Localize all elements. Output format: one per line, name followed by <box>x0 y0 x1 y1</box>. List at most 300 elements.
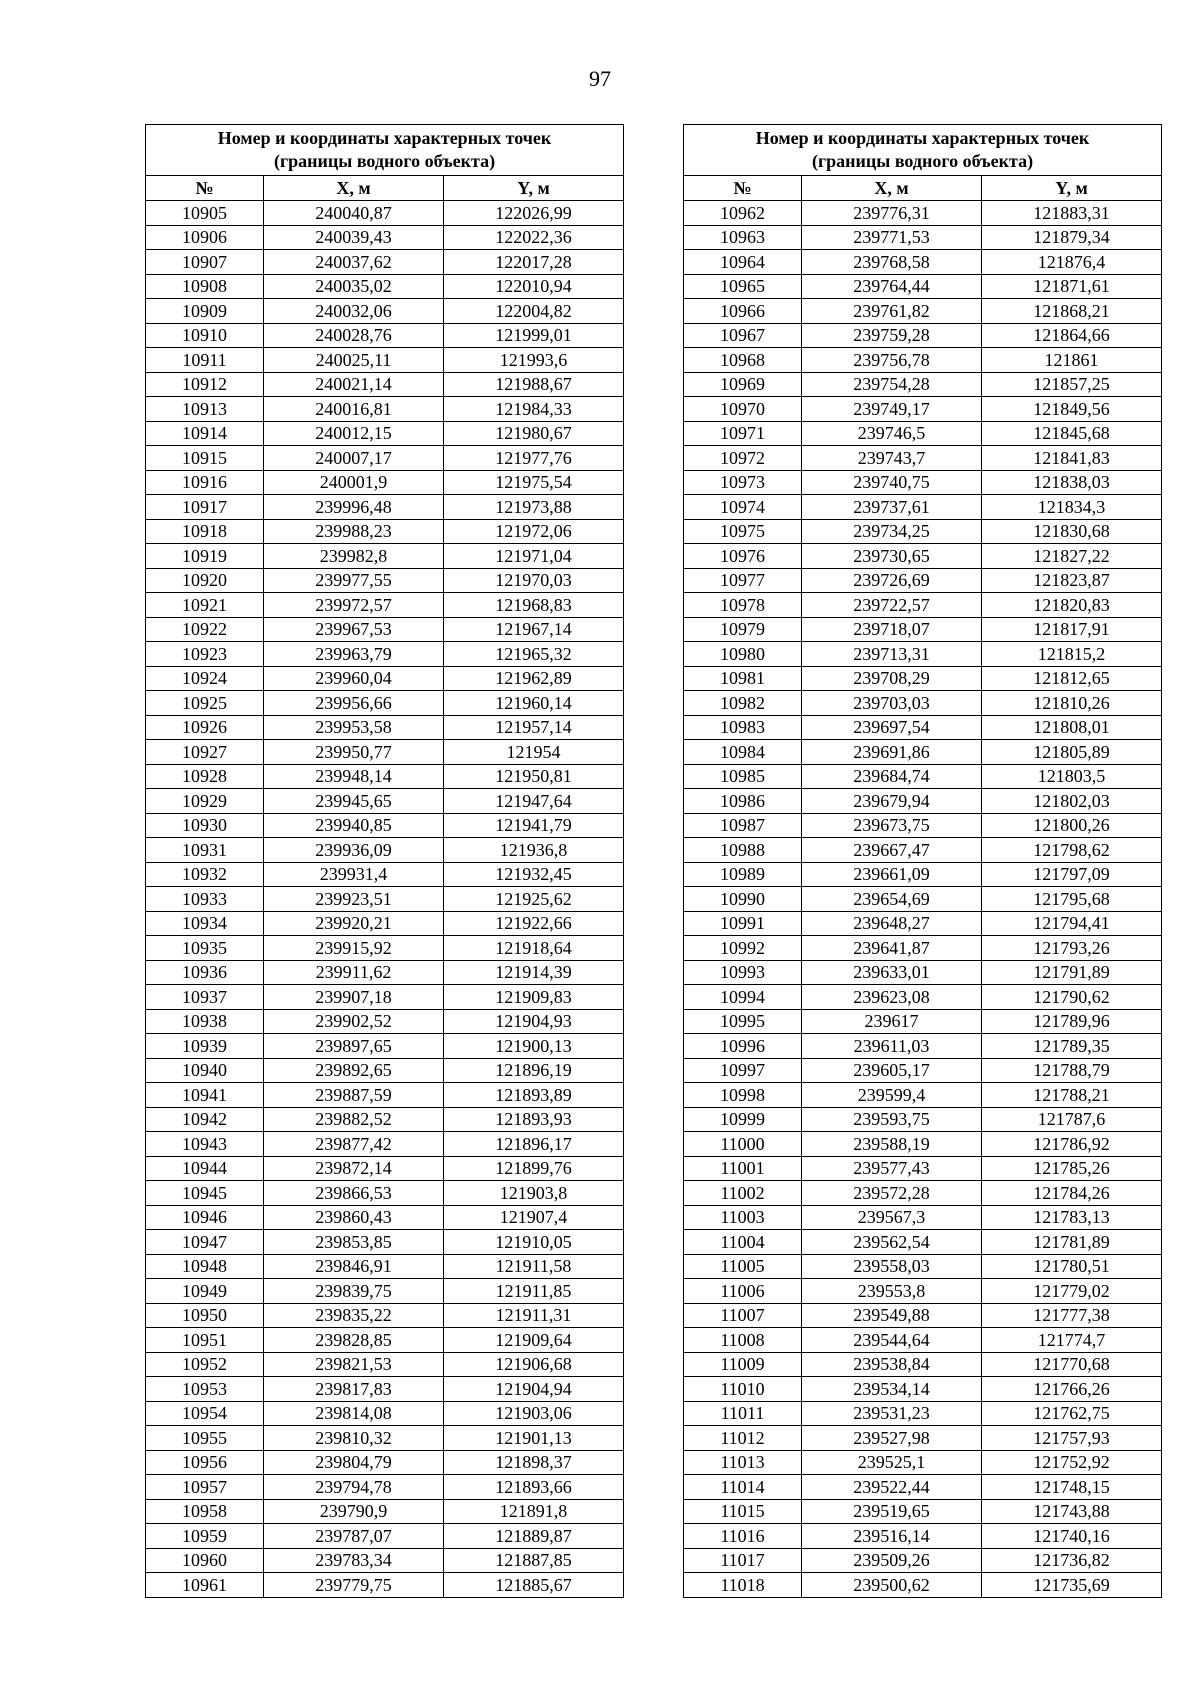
y-coordinate-cell: 121780,51 <box>982 1254 1162 1279</box>
point-number-cell: 10914 <box>146 421 264 446</box>
y-coordinate-cell: 121797,09 <box>982 862 1162 887</box>
point-number-cell: 10922 <box>146 617 264 642</box>
y-coordinate-cell: 121748,15 <box>982 1475 1162 1500</box>
point-number-cell: 10906 <box>146 225 264 250</box>
y-coordinate-cell: 121909,64 <box>444 1328 624 1353</box>
x-coordinate-cell: 239915,92 <box>264 936 444 961</box>
point-number-cell: 10959 <box>146 1524 264 1549</box>
table-row <box>684 495 1162 520</box>
table-row <box>146 1107 624 1132</box>
table-row <box>146 1279 624 1304</box>
x-coordinate-cell: 239743,7 <box>802 446 982 471</box>
table-row <box>146 960 624 985</box>
table-row <box>684 1279 1162 1304</box>
point-number-cell: 10918 <box>146 519 264 544</box>
y-coordinate-cell: 121752,92 <box>982 1450 1162 1475</box>
table-title-line2: (границы водного объекта) <box>273 151 496 171</box>
x-coordinate-cell: 239768,58 <box>802 250 982 275</box>
point-number-cell: 10980 <box>684 642 802 667</box>
y-coordinate-cell: 121815,2 <box>982 642 1162 667</box>
y-coordinate-cell: 121786,92 <box>982 1132 1162 1157</box>
x-coordinate-cell: 239892,65 <box>264 1058 444 1083</box>
table-row <box>146 1181 624 1206</box>
table-row <box>684 544 1162 569</box>
y-coordinate-cell: 121770,68 <box>982 1352 1162 1377</box>
table-row <box>684 1573 1162 1598</box>
y-coordinate-cell: 121766,26 <box>982 1377 1162 1402</box>
x-coordinate-cell: 239516,14 <box>802 1524 982 1549</box>
y-coordinate-cell: 121823,87 <box>982 568 1162 593</box>
table-row <box>684 299 1162 324</box>
x-coordinate-cell: 239722,57 <box>802 593 982 618</box>
point-number-cell: 11008 <box>684 1328 802 1353</box>
point-number-cell: 10911 <box>146 348 264 373</box>
x-coordinate-cell: 240039,43 <box>264 225 444 250</box>
x-coordinate-cell: 240040,87 <box>264 201 444 226</box>
y-coordinate-cell: 121914,39 <box>444 960 624 985</box>
page-number: 97 <box>589 66 611 91</box>
table-body <box>146 201 624 1598</box>
y-coordinate-cell: 121757,93 <box>982 1426 1162 1451</box>
x-coordinate-cell: 239519,65 <box>802 1499 982 1524</box>
x-coordinate-cell: 239713,31 <box>802 642 982 667</box>
point-number-cell: 10979 <box>684 617 802 642</box>
y-coordinate-cell: 121736,82 <box>982 1548 1162 1573</box>
y-coordinate-cell: 121834,3 <box>982 495 1162 520</box>
x-coordinate-cell: 239756,78 <box>802 348 982 373</box>
y-coordinate-cell: 121817,91 <box>982 617 1162 642</box>
x-coordinate-cell: 239572,28 <box>802 1181 982 1206</box>
point-number-cell: 10933 <box>146 887 264 912</box>
y-coordinate-cell: 121925,62 <box>444 887 624 912</box>
y-coordinate-cell: 121904,93 <box>444 1009 624 1034</box>
point-number-cell: 11010 <box>684 1377 802 1402</box>
y-coordinate-cell: 121984,33 <box>444 397 624 422</box>
point-number-cell: 11009 <box>684 1352 802 1377</box>
x-coordinate-cell: 239623,08 <box>802 985 982 1010</box>
y-coordinate-cell: 121941,79 <box>444 813 624 838</box>
table-row <box>146 568 624 593</box>
x-coordinate-cell: 239817,83 <box>264 1377 444 1402</box>
x-coordinate-cell: 239828,85 <box>264 1328 444 1353</box>
table-row <box>684 813 1162 838</box>
point-number-cell: 10941 <box>146 1083 264 1108</box>
x-coordinate-cell: 239923,51 <box>264 887 444 912</box>
point-number-cell: 10974 <box>684 495 802 520</box>
point-number-cell: 11005 <box>684 1254 802 1279</box>
x-coordinate-cell: 239931,4 <box>264 862 444 887</box>
y-coordinate-cell: 121871,61 <box>982 274 1162 299</box>
point-number-cell: 10965 <box>684 274 802 299</box>
y-coordinate-cell: 121999,01 <box>444 323 624 348</box>
y-coordinate-cell: 122010,94 <box>444 274 624 299</box>
table-row <box>146 1303 624 1328</box>
table-row <box>146 1548 624 1573</box>
table-row <box>684 225 1162 250</box>
y-coordinate-cell: 121993,6 <box>444 348 624 373</box>
y-coordinate-cell: 121798,62 <box>982 838 1162 863</box>
y-coordinate-cell: 121808,01 <box>982 715 1162 740</box>
point-number-cell: 10927 <box>146 740 264 765</box>
y-coordinate-cell: 121777,38 <box>982 1303 1162 1328</box>
table-row <box>684 1058 1162 1083</box>
table-row <box>146 446 624 471</box>
table-title <box>684 125 1162 176</box>
x-coordinate-cell: 239734,25 <box>802 519 982 544</box>
x-coordinate-cell: 239804,79 <box>264 1450 444 1475</box>
y-coordinate-cell: 121960,14 <box>444 691 624 716</box>
table-row <box>684 1352 1162 1377</box>
y-coordinate-cell: 121868,21 <box>982 299 1162 324</box>
x-coordinate-cell: 239648,27 <box>802 911 982 936</box>
table-row <box>684 348 1162 373</box>
y-coordinate-cell: 121893,93 <box>444 1107 624 1132</box>
y-coordinate-cell: 121805,89 <box>982 740 1162 765</box>
table-row <box>684 1107 1162 1132</box>
table-row <box>146 715 624 740</box>
y-coordinate-cell: 121743,88 <box>982 1499 1162 1524</box>
point-number-cell: 10957 <box>146 1475 264 1500</box>
y-coordinate-cell: 121788,21 <box>982 1083 1162 1108</box>
point-number-cell: 11011 <box>684 1401 802 1426</box>
table-row <box>684 1377 1162 1402</box>
table-row <box>146 1524 624 1549</box>
x-coordinate-cell: 239534,14 <box>802 1377 982 1402</box>
x-coordinate-cell: 239740,75 <box>802 470 982 495</box>
x-coordinate-cell: 239500,62 <box>802 1573 982 1598</box>
y-coordinate-cell: 121899,76 <box>444 1156 624 1181</box>
table-row <box>146 470 624 495</box>
point-number-cell: 10954 <box>146 1401 264 1426</box>
x-coordinate-cell: 239562,54 <box>802 1230 982 1255</box>
point-number-cell: 10968 <box>684 348 802 373</box>
column-header-number: № <box>684 176 802 201</box>
table-row <box>146 1156 624 1181</box>
column-header-x: X, м <box>802 176 982 201</box>
x-coordinate-cell: 239945,65 <box>264 789 444 814</box>
y-coordinate-cell: 121885,67 <box>444 1573 624 1598</box>
table-row <box>146 225 624 250</box>
x-coordinate-cell: 239553,8 <box>802 1279 982 1304</box>
table-row <box>684 691 1162 716</box>
point-number-cell: 11004 <box>684 1230 802 1255</box>
y-coordinate-cell: 121973,88 <box>444 495 624 520</box>
point-number-cell: 10942 <box>146 1107 264 1132</box>
point-number-cell: 10978 <box>684 593 802 618</box>
x-coordinate-cell: 239982,8 <box>264 544 444 569</box>
y-coordinate-cell: 121980,67 <box>444 421 624 446</box>
x-coordinate-cell: 239814,08 <box>264 1401 444 1426</box>
y-coordinate-cell: 121864,66 <box>982 323 1162 348</box>
y-coordinate-cell: 121735,69 <box>982 1573 1162 1598</box>
x-coordinate-cell: 239877,42 <box>264 1132 444 1157</box>
x-coordinate-cell: 239679,94 <box>802 789 982 814</box>
x-coordinate-cell: 240021,14 <box>264 372 444 397</box>
x-coordinate-cell: 239509,26 <box>802 1548 982 1573</box>
table-title-line2: (границы водного объекта) <box>811 151 1034 171</box>
point-number-cell: 10992 <box>684 936 802 961</box>
point-number-cell: 11006 <box>684 1279 802 1304</box>
y-coordinate-cell: 121893,66 <box>444 1475 624 1500</box>
y-coordinate-cell: 121876,4 <box>982 250 1162 275</box>
x-coordinate-cell: 239593,75 <box>802 1107 982 1132</box>
table-row <box>146 1475 624 1500</box>
x-coordinate-cell: 239531,23 <box>802 1401 982 1426</box>
point-number-cell: 10929 <box>146 789 264 814</box>
table-row <box>146 936 624 961</box>
x-coordinate-cell: 239588,19 <box>802 1132 982 1157</box>
table-row <box>684 715 1162 740</box>
table-row <box>146 1352 624 1377</box>
y-coordinate-cell: 121889,87 <box>444 1524 624 1549</box>
point-number-cell: 10938 <box>146 1009 264 1034</box>
x-coordinate-cell: 240016,81 <box>264 397 444 422</box>
y-coordinate-cell: 121861 <box>982 348 1162 373</box>
y-coordinate-cell: 121954 <box>444 740 624 765</box>
point-number-cell: 11018 <box>684 1573 802 1598</box>
point-number-cell: 10932 <box>146 862 264 887</box>
y-coordinate-cell: 122026,99 <box>444 201 624 226</box>
x-coordinate-cell: 239673,75 <box>802 813 982 838</box>
point-number-cell: 10905 <box>146 201 264 226</box>
point-number-cell: 10945 <box>146 1181 264 1206</box>
point-number-cell: 10908 <box>146 274 264 299</box>
point-number-cell: 10998 <box>684 1083 802 1108</box>
table-row <box>684 1548 1162 1573</box>
y-coordinate-cell: 121903,06 <box>444 1401 624 1426</box>
y-coordinate-cell: 121918,64 <box>444 936 624 961</box>
y-coordinate-cell: 121909,83 <box>444 985 624 1010</box>
point-number-cell: 10981 <box>684 666 802 691</box>
y-coordinate-cell: 121971,04 <box>444 544 624 569</box>
point-number-cell: 10977 <box>684 568 802 593</box>
point-number-cell: 10934 <box>146 911 264 936</box>
x-coordinate-cell: 240037,62 <box>264 250 444 275</box>
x-coordinate-cell: 240007,17 <box>264 446 444 471</box>
point-number-cell: 11012 <box>684 1426 802 1451</box>
table-row <box>146 1328 624 1353</box>
table-row <box>684 201 1162 226</box>
table-row <box>146 274 624 299</box>
point-number-cell: 11017 <box>684 1548 802 1573</box>
table-row <box>146 1083 624 1108</box>
point-number-cell: 10994 <box>684 985 802 1010</box>
x-coordinate-cell: 239866,53 <box>264 1181 444 1206</box>
point-number-cell: 10936 <box>146 960 264 985</box>
x-coordinate-cell: 239902,52 <box>264 1009 444 1034</box>
x-coordinate-cell: 240025,11 <box>264 348 444 373</box>
x-coordinate-cell: 239950,77 <box>264 740 444 765</box>
point-number-cell: 10915 <box>146 446 264 471</box>
y-coordinate-cell: 121762,75 <box>982 1401 1162 1426</box>
table-row <box>684 1205 1162 1230</box>
y-coordinate-cell: 121970,03 <box>444 568 624 593</box>
x-coordinate-cell: 239611,03 <box>802 1034 982 1059</box>
y-coordinate-cell: 121965,32 <box>444 642 624 667</box>
x-coordinate-cell: 239787,07 <box>264 1524 444 1549</box>
y-coordinate-cell: 121957,14 <box>444 715 624 740</box>
point-number-cell: 10953 <box>146 1377 264 1402</box>
point-number-cell: 10950 <box>146 1303 264 1328</box>
x-coordinate-cell: 239794,78 <box>264 1475 444 1500</box>
point-number-cell: 10991 <box>684 911 802 936</box>
point-number-cell: 11013 <box>684 1450 802 1475</box>
table-row <box>146 764 624 789</box>
x-coordinate-cell: 239911,62 <box>264 960 444 985</box>
x-coordinate-cell: 239948,14 <box>264 764 444 789</box>
x-coordinate-cell: 239963,79 <box>264 642 444 667</box>
y-coordinate-cell: 121911,58 <box>444 1254 624 1279</box>
y-coordinate-cell: 121812,65 <box>982 666 1162 691</box>
x-coordinate-cell: 239972,57 <box>264 593 444 618</box>
table-row <box>146 201 624 226</box>
table-row <box>146 348 624 373</box>
point-number-cell: 11014 <box>684 1475 802 1500</box>
point-number-cell: 10972 <box>684 446 802 471</box>
y-coordinate-cell: 121947,64 <box>444 789 624 814</box>
table-row <box>146 1132 624 1157</box>
point-number-cell: 10939 <box>146 1034 264 1059</box>
y-coordinate-cell: 121907,4 <box>444 1205 624 1230</box>
x-coordinate-cell: 239527,98 <box>802 1426 982 1451</box>
x-coordinate-cell: 239703,03 <box>802 691 982 716</box>
x-coordinate-cell: 239977,55 <box>264 568 444 593</box>
x-coordinate-cell: 239956,66 <box>264 691 444 716</box>
table-row <box>146 1254 624 1279</box>
column-header-y: Y, м <box>444 176 624 201</box>
x-coordinate-cell: 239730,65 <box>802 544 982 569</box>
table-row <box>684 1181 1162 1206</box>
x-coordinate-cell: 239835,22 <box>264 1303 444 1328</box>
point-number-cell: 10944 <box>146 1156 264 1181</box>
point-number-cell: 10926 <box>146 715 264 740</box>
y-coordinate-cell: 121785,26 <box>982 1156 1162 1181</box>
y-coordinate-cell: 121830,68 <box>982 519 1162 544</box>
table-row <box>146 1058 624 1083</box>
point-number-cell: 10907 <box>146 250 264 275</box>
x-coordinate-cell: 239617 <box>802 1009 982 1034</box>
point-number-cell: 10971 <box>684 421 802 446</box>
y-coordinate-cell: 121977,76 <box>444 446 624 471</box>
x-coordinate-cell: 239654,69 <box>802 887 982 912</box>
x-coordinate-cell: 239754,28 <box>802 372 982 397</box>
point-number-cell: 11003 <box>684 1205 802 1230</box>
point-number-cell: 11000 <box>684 1132 802 1157</box>
table-row <box>146 421 624 446</box>
table-row <box>684 642 1162 667</box>
x-coordinate-cell: 239599,4 <box>802 1083 982 1108</box>
point-number-cell: 10910 <box>146 323 264 348</box>
point-number-cell: 11001 <box>684 1156 802 1181</box>
table-row <box>684 666 1162 691</box>
x-coordinate-cell: 239708,29 <box>802 666 982 691</box>
y-coordinate-cell: 121932,45 <box>444 862 624 887</box>
y-coordinate-cell: 121800,26 <box>982 813 1162 838</box>
table-body <box>684 201 1162 1598</box>
table-row <box>146 617 624 642</box>
table-row <box>684 838 1162 863</box>
table-row <box>684 1009 1162 1034</box>
x-coordinate-cell: 239810,32 <box>264 1426 444 1451</box>
y-coordinate-cell: 121975,54 <box>444 470 624 495</box>
table-row <box>146 740 624 765</box>
x-coordinate-cell: 239771,53 <box>802 225 982 250</box>
table-row <box>146 1230 624 1255</box>
x-coordinate-cell: 239887,59 <box>264 1083 444 1108</box>
x-coordinate-cell: 239633,01 <box>802 960 982 985</box>
y-coordinate-cell: 121967,14 <box>444 617 624 642</box>
y-coordinate-cell: 121841,83 <box>982 446 1162 471</box>
table-row <box>684 470 1162 495</box>
point-number-cell: 10913 <box>146 397 264 422</box>
x-coordinate-cell: 239872,14 <box>264 1156 444 1181</box>
point-number-cell: 10956 <box>146 1450 264 1475</box>
y-coordinate-cell: 121906,68 <box>444 1352 624 1377</box>
table-row <box>146 1426 624 1451</box>
y-coordinate-cell: 121896,17 <box>444 1132 624 1157</box>
x-coordinate-cell: 240035,02 <box>264 274 444 299</box>
y-coordinate-cell: 121795,68 <box>982 887 1162 912</box>
point-number-cell: 10920 <box>146 568 264 593</box>
y-coordinate-cell: 121827,22 <box>982 544 1162 569</box>
point-number-cell: 10935 <box>146 936 264 961</box>
table-row <box>146 838 624 863</box>
y-coordinate-cell: 121774,7 <box>982 1328 1162 1353</box>
x-coordinate-cell: 239737,61 <box>802 495 982 520</box>
point-number-cell: 10964 <box>684 250 802 275</box>
x-coordinate-cell: 239776,31 <box>802 201 982 226</box>
point-number-cell: 10983 <box>684 715 802 740</box>
point-number-cell: 10960 <box>146 1548 264 1573</box>
y-coordinate-cell: 121962,89 <box>444 666 624 691</box>
point-number-cell: 10982 <box>684 691 802 716</box>
x-coordinate-cell: 239577,43 <box>802 1156 982 1181</box>
x-coordinate-cell: 239558,03 <box>802 1254 982 1279</box>
x-coordinate-cell: 239860,43 <box>264 1205 444 1230</box>
point-number-cell: 10930 <box>146 813 264 838</box>
table-row <box>684 764 1162 789</box>
table-row <box>684 985 1162 1010</box>
table-row <box>684 960 1162 985</box>
x-coordinate-cell: 239764,44 <box>802 274 982 299</box>
y-coordinate-cell: 121988,67 <box>444 372 624 397</box>
x-coordinate-cell: 239936,09 <box>264 838 444 863</box>
x-coordinate-cell: 239783,34 <box>264 1548 444 1573</box>
point-number-cell: 11016 <box>684 1524 802 1549</box>
table-row <box>684 740 1162 765</box>
coordinates-table-left <box>145 124 624 1598</box>
point-number-cell: 10923 <box>146 642 264 667</box>
table-row <box>684 250 1162 275</box>
x-coordinate-cell: 239746,5 <box>802 421 982 446</box>
table-row <box>684 789 1162 814</box>
x-coordinate-cell: 240001,9 <box>264 470 444 495</box>
table-row <box>684 862 1162 887</box>
point-number-cell: 10989 <box>684 862 802 887</box>
point-number-cell: 10962 <box>684 201 802 226</box>
y-coordinate-cell: 122004,82 <box>444 299 624 324</box>
table-row <box>684 372 1162 397</box>
table-row <box>684 887 1162 912</box>
x-coordinate-cell: 239667,47 <box>802 838 982 863</box>
table-row <box>146 1377 624 1402</box>
y-coordinate-cell: 121820,83 <box>982 593 1162 618</box>
table-row <box>684 1132 1162 1157</box>
table-row <box>146 911 624 936</box>
x-coordinate-cell: 239907,18 <box>264 985 444 1010</box>
table-row <box>146 495 624 520</box>
x-coordinate-cell: 239661,09 <box>802 862 982 887</box>
